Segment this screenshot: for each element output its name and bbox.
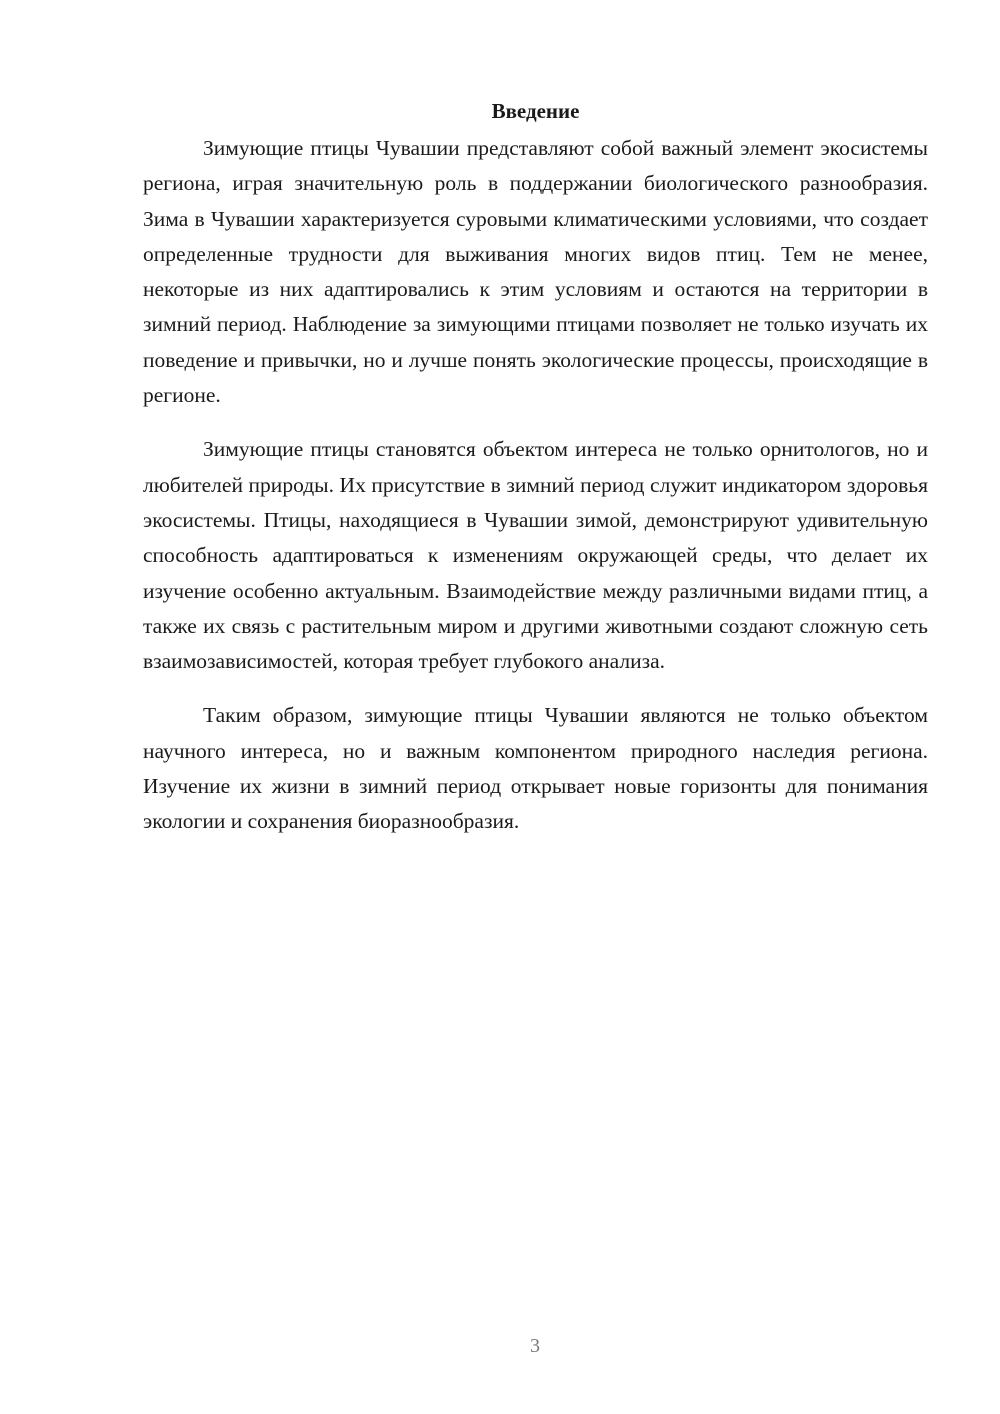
paragraph-1: Зимующие птицы Чувашии представляют собой важный элемент экосистемы региона, играя значительную роль в поддержании биологического разнообразия. Зима в Чувашии характеризуется суровыми климатическими условиями, что создает определенные трудности для выживания многих видов птиц. Тем не менее, некоторые из них адаптировались к этим условиям и остаются на территории в зимний период. Наблюдение за зимующими птицами позволяет не только изучать их поведение и привычки, но и лучше понять экологические процессы, происходящие в регионе. bbox=[143, 136, 928, 408]
paragraph-3: Таким образом, зимующие птицы Чувашии являются не только объектом научного интереса, но и важным компонентом природного наследия региона. Изучение их жизни в зимний период открывает новые горизонты для понимания экологии и сохранения биоразнообразия. bbox=[143, 703, 928, 834]
section-title: Введение bbox=[491, 99, 580, 123]
paragraph-2: Зимующие птицы становятся объектом интереса не только орнитологов, но и любителей природы. Их присутствие в зимний период служит индикатором здоровья экосистемы. Птицы, находящиеся в Чувашии зимой, демонстрируют удивительную способность адаптироваться к изменениям окружающей среды, что делает их изучение особенно актуальным. Взаимодействие между различными видами птиц, а также их связь с растительным миром и другими животными создают сложную сеть взаимозависимостей, которая требует глубокого анализа. bbox=[143, 437, 928, 674]
page-content bbox=[143, 96, 928, 859]
page-number: 3 bbox=[530, 1335, 540, 1357]
